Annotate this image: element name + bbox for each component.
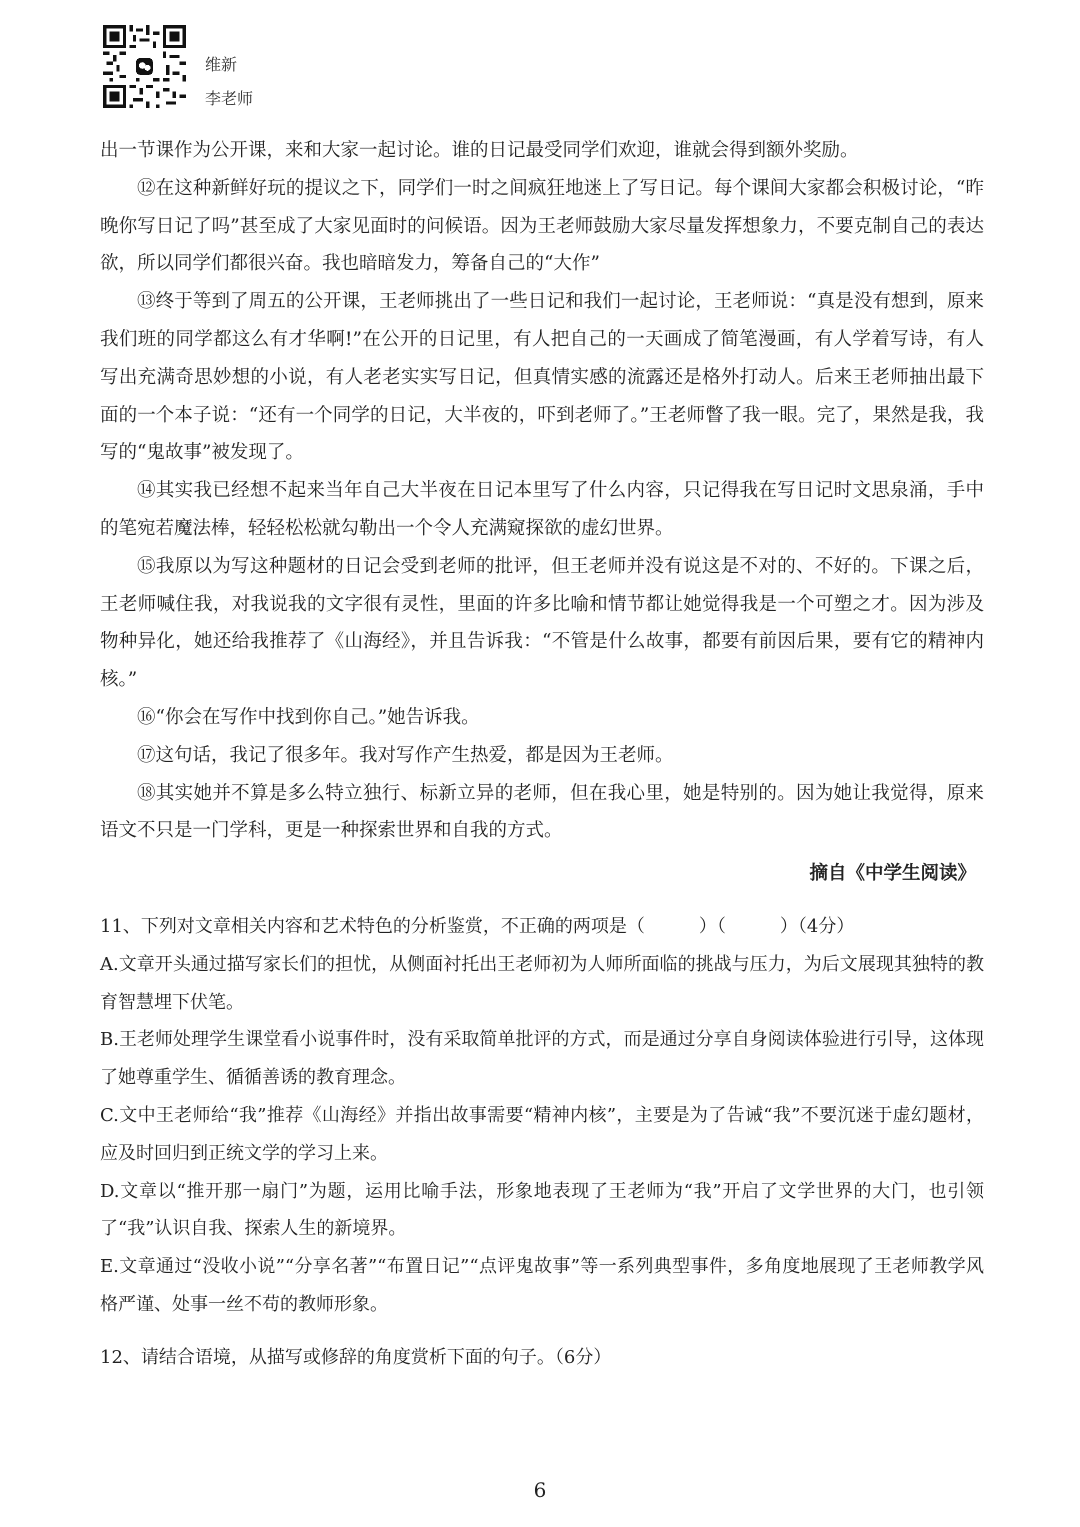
paragraph-16: ⑯“你会在写作中找到你自己。”她告诉我。 (137, 706, 480, 728)
question-11-option-d: D.文章以“推开那一扇门”为题，运用比喻手法，形象地表现了王老师为“我”开启了文学世界的大门，也引领了“我”认识自我、探索人生的新境界。 (100, 1180, 984, 1240)
question-11-option-a: A.文章开头通过描写家长们的担忧，从侧面衬托出王老师初为人师所面临的挑战与压力，为后文展现其独特的教育智慧埋下伏笔。 (100, 953, 984, 1013)
question-12-stem: 12、请结合语境，从描写或修辞的角度赏析下面的句子。（6分） (100, 1346, 612, 1368)
paragraph-14: ⑭其实我已经想不起来当年自己大半夜在日记本里写了什么内容，只记得我在写日记时文思泉涌，手中的笔宛若魔法棒，轻轻松松就勾勒出一个令人充满窥探欲的虚幻世界。 (100, 480, 984, 539)
reading-passage (100, 132, 984, 850)
paragraph-continued: 出一节课作为公开课，来和大家一起讨论。谁的日记最受同学们欢迎，谁就会得到额外奖励。 (100, 140, 859, 161)
question-11-option-b: B.王老师处理学生课堂看小说事件时，没有采取简单批评的方式，而是通过分享自身阅读体验进行引导，这体现了她尊重学生、循循善诱的教育理念。 (100, 1029, 984, 1089)
page-number: 6 (533, 1478, 547, 1502)
paragraph-12: ⑫在这种新鲜好玩的提议之下，同学们一时之间疯狂地迷上了写日记。每个课间大家都会积极讨论，“昨晚你写日记了吗”甚至成了大家见面时的问候语。因为王老师鼓励大家尽量发挥想象力，不要克制自己的表达欲，所以同学们都很兴奋。我也暗暗发力，筹备自己的“大作” (100, 177, 984, 275)
paragraph-15: ⑮我原以为写这种题材的日记会受到老师的批评，但王老师并没有说这是不对的、不好的。下课之后，王老师喊住我，对我说我的文字很有灵性，里面的许多比喻和情节都让她觉得我是一个可塑之才。因为涉及物种异化，她还给我推荐了《山海经》，并且告诉我：“不管是什么故事，都要有前因后果，要有它的精神内核。” (100, 555, 984, 691)
qr-code (103, 25, 186, 108)
question-11-option-c: C.文中王老师给“我”推荐《山海经》并指出故事需要“精神内核”，主要是为了告诫“我”不要沉迷于虚幻题材，应及时回归到正统文学的学习上来。 (100, 1104, 984, 1164)
paragraph-17: ⑰这句话，我记了很多年。我对写作产生热爱，都是因为王老师。 (137, 744, 674, 766)
question-11-option-e: E.文章通过“没收小说”“分享名著”“布置日记”“点评鬼故事”等一系列典型事件，多角度地展现了王老师教学风格严谨、处事一丝不苟的教师形象。 (100, 1256, 984, 1315)
passage-source: 摘自《中学生阅读》 (809, 863, 976, 884)
paragraph-13: ⑬终于等到了周五的公开课，王老师挑出了一些日记和我们一起讨论，王老师说：“真是没有想到，原来我们班的同学都这么有才华啊!”在公开的日记里，有人把自己的一天画成了简笔漫画，有人学着写诗，有人写出充满奇思妙想的小说，有人老老实实写日记，但真情实感的流露还是格外打动人。后来王老师抽出最下面的一个本子说：“还有一个同学的日记，大半夜的，吓到老师了。”王老师瞥了我一眼。完了，果然是我，我写的“鬼故事”被发现了。 (100, 291, 984, 464)
question-11-stem: 11、下列对文章相关内容和艺术特色的分析鉴赏，不正确的两项是（ ）（ ）（4分） (100, 916, 855, 937)
qr-code-icon (103, 25, 186, 108)
questions-section (100, 908, 984, 1377)
header-name-line1: 维新 (205, 55, 238, 74)
header-name-line2: 李老师 (205, 89, 254, 108)
paragraph-18: ⑱其实她并不算是多么特立独行、标新立异的老师，但在我心里，她是特别的。因为她让我觉得，原来语文不只是一门学科，更是一种探索世界和自我的方式。 (100, 782, 984, 842)
